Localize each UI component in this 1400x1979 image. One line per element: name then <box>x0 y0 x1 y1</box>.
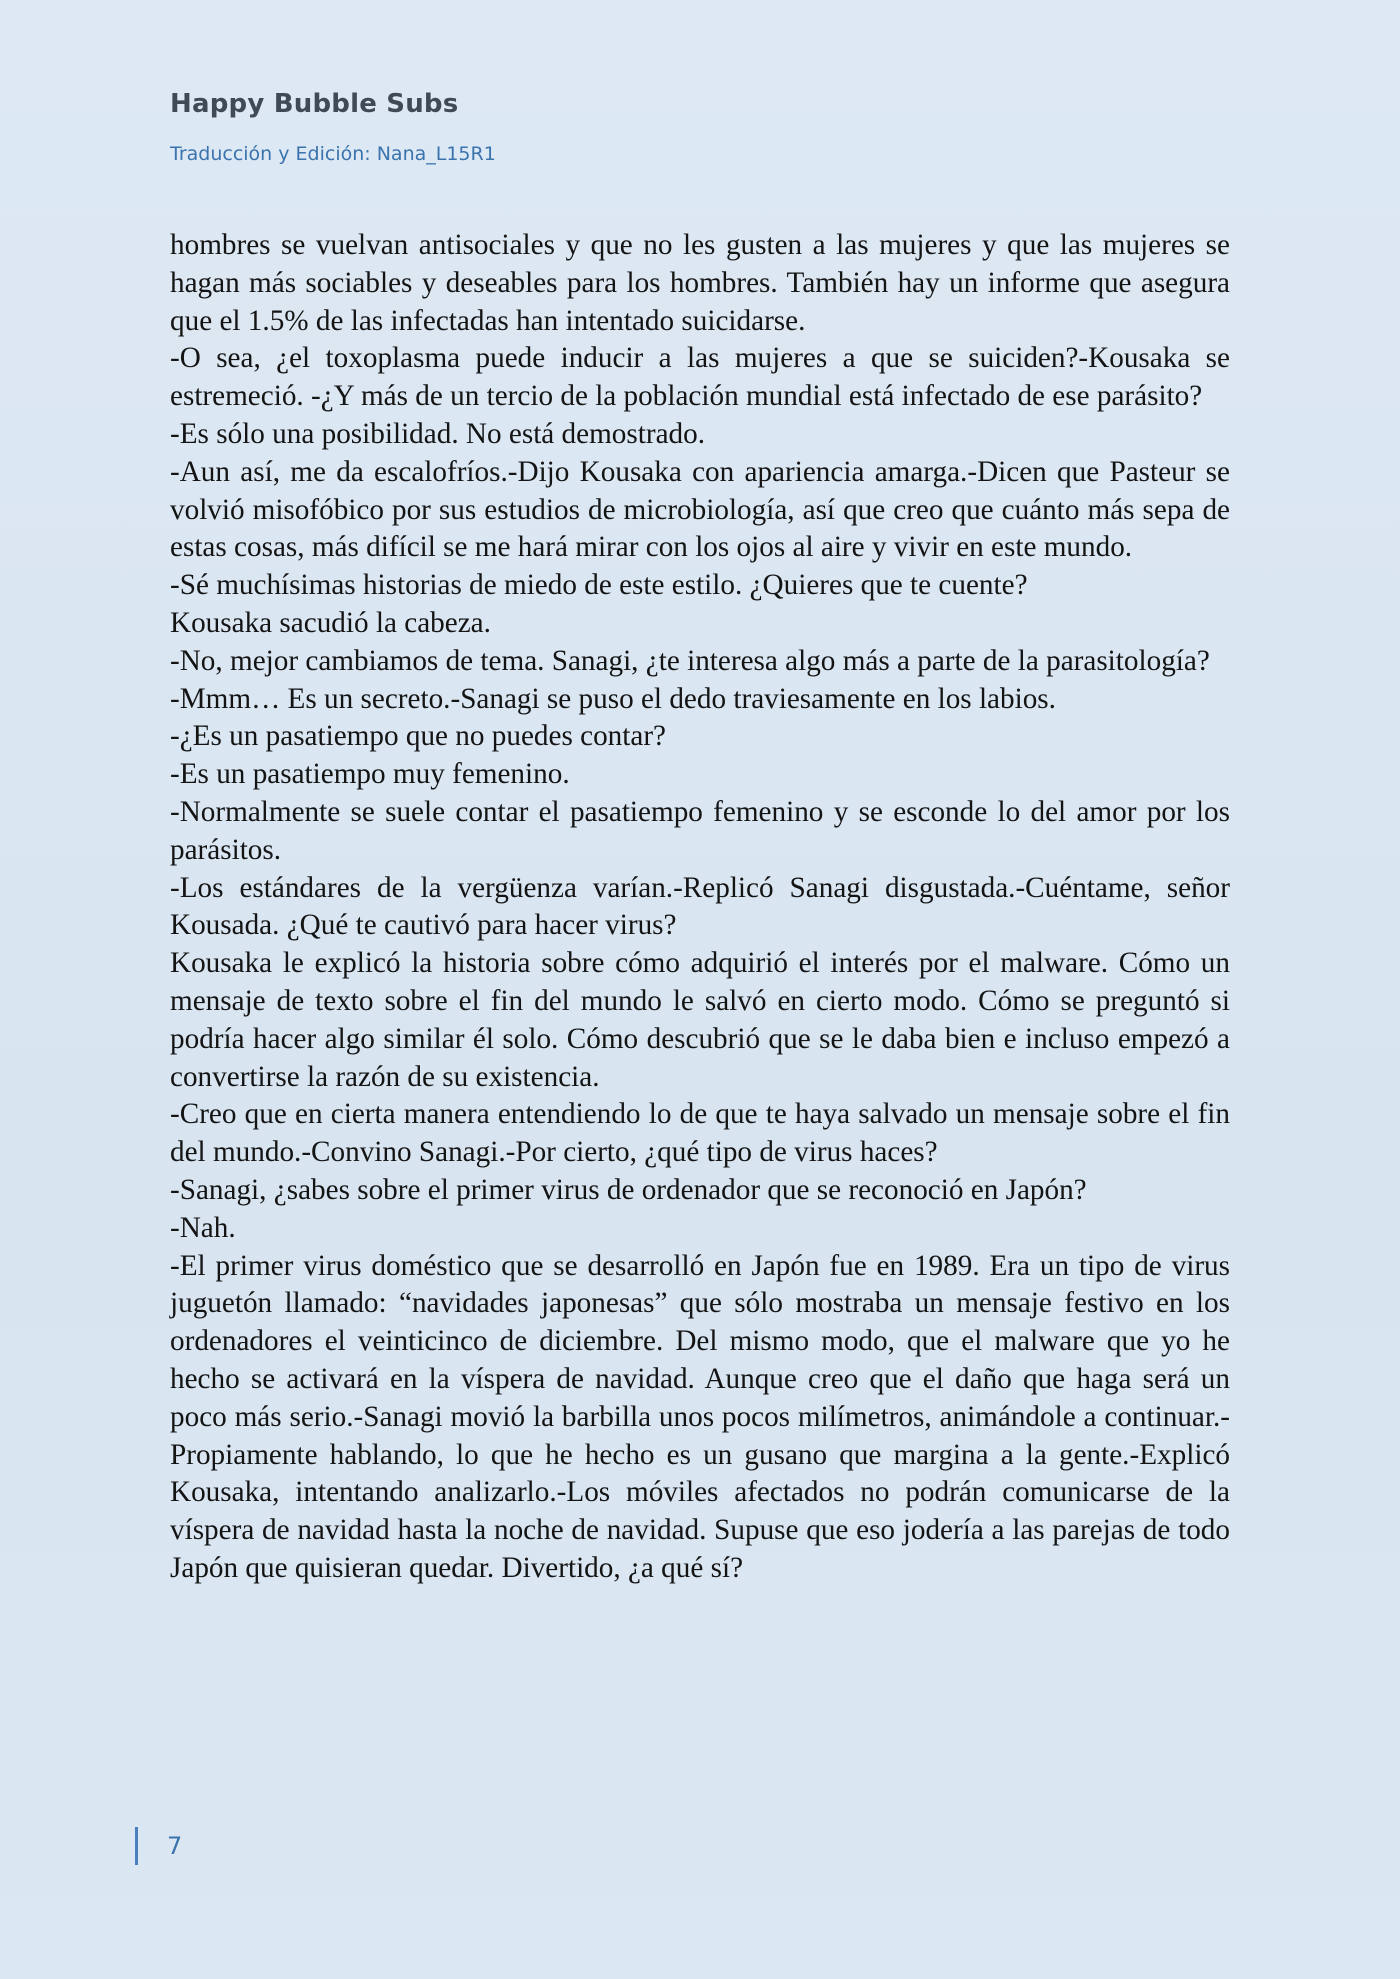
paragraph: -Mmm… Es un secreto.-Sanagi se puso el dedo traviesamente en los labios. <box>170 682 1056 715</box>
paragraph: -Es un pasatiempo muy femenino. <box>170 758 570 791</box>
paragraph: Kousaka sacudió la cabeza. <box>170 606 491 639</box>
paragraph: hombres se vuelvan antisociales y que no les gusten a las mujeres y que las mujeres se hagan más sociables y deseables para los hombres. También hay un informe que asegura que el 1.5% de las infectadas han intentado suicidarse. <box>170 229 1230 337</box>
paragraph: -Sanagi, ¿sabes sobre el primer virus de ordenador que se reconoció en Japón? <box>170 1173 1087 1206</box>
paragraph: -¿Es un pasatiempo que no puedes contar? <box>170 720 667 753</box>
paragraph: -El primer virus doméstico que se desarrolló en Japón fue en 1989. Era un tipo de virus juguetón llamado: “navidades japonesas” que sólo mostraba un mensaje festivo en los ordenadores el veinticinco de diciembre. Del mismo modo, que el malware que yo he hecho se activará en la víspera de navidad. Aunque creo que el daño que haga será un poco más serio.-Sanagi movió la barbilla unos pocos milímetros, animándole a continuar.-Propiamente hablando, lo que he hecho es un gusano que margina a la gente.-Explicó Kousaka, intentando analizarlo.-Los móviles afectados no podrán comunicarse de la víspera de navidad hasta la noche de navidad. Supuse que eso jodería a las parejas de todo Japón que quisieran quedar. Divertido, ¿a qué sí? <box>170 1249 1230 1584</box>
paragraph: -Aun así, me da escalofríos.-Dijo Kousaka con apariencia amarga.-Dicen que Pasteur se volvió misofóbico por sus estudios de microbiología, así que creo que cuánto más sepa de estas cosas, más difícil se me hará mirar con los ojos al aire y vivir en este mundo. <box>170 455 1230 564</box>
footer-accent-bar <box>135 1827 138 1865</box>
paragraph: -Los estándares de la vergüenza varían.-Replicó Sanagi disgustada.-Cuéntame, señor Kousada. ¿Qué te cautivó para hacer virus? <box>170 871 1230 942</box>
body-text <box>170 227 1230 1588</box>
page-number: 7 <box>167 1832 183 1860</box>
paragraph: -Creo que en cierta manera entendiendo lo de que te haya salvado un mensaje sobre el fin del mundo.-Convino Sanagi.-Por cierto, ¿qué tipo de virus haces? <box>170 1098 1230 1169</box>
paragraph: -O sea, ¿el toxoplasma puede inducir a las mujeres a que se suiciden?-Kousaka se estremeció. -¿Y más de un tercio de la población mundial está infectado de ese parásito? <box>170 342 1230 413</box>
paragraph: -Nah. <box>170 1211 236 1244</box>
paragraph: -Sé muchísimas historias de miedo de este estilo. ¿Quieres que te cuente? <box>170 569 1028 602</box>
page-header <box>170 84 1230 168</box>
paragraph: Kousaka le explicó la historia sobre cómo adquirió el interés por el malware. Cómo un mensaje de texto sobre el fin del mundo le salvó en cierto modo. Cómo se preguntó si podría hacer algo similar él solo. Cómo descubrió que se le daba bien e incluso empezó a convertirse la razón de su existencia. <box>170 947 1230 1093</box>
header-title: Happy Bubble Subs <box>170 89 459 119</box>
paragraph: -Es sólo una posibilidad. No está demostrado. <box>170 417 706 450</box>
header-subtitle: Traducción y Edición: Nana_L15R1 <box>170 143 496 165</box>
paragraph: -No, mejor cambiamos de tema. Sanagi, ¿te interesa algo más a parte de la parasitología? <box>170 644 1210 677</box>
paragraph: -Normalmente se suele contar el pasatiempo femenino y se esconde lo del amor por los parásitos. <box>170 795 1230 866</box>
page-footer <box>135 1826 182 1866</box>
